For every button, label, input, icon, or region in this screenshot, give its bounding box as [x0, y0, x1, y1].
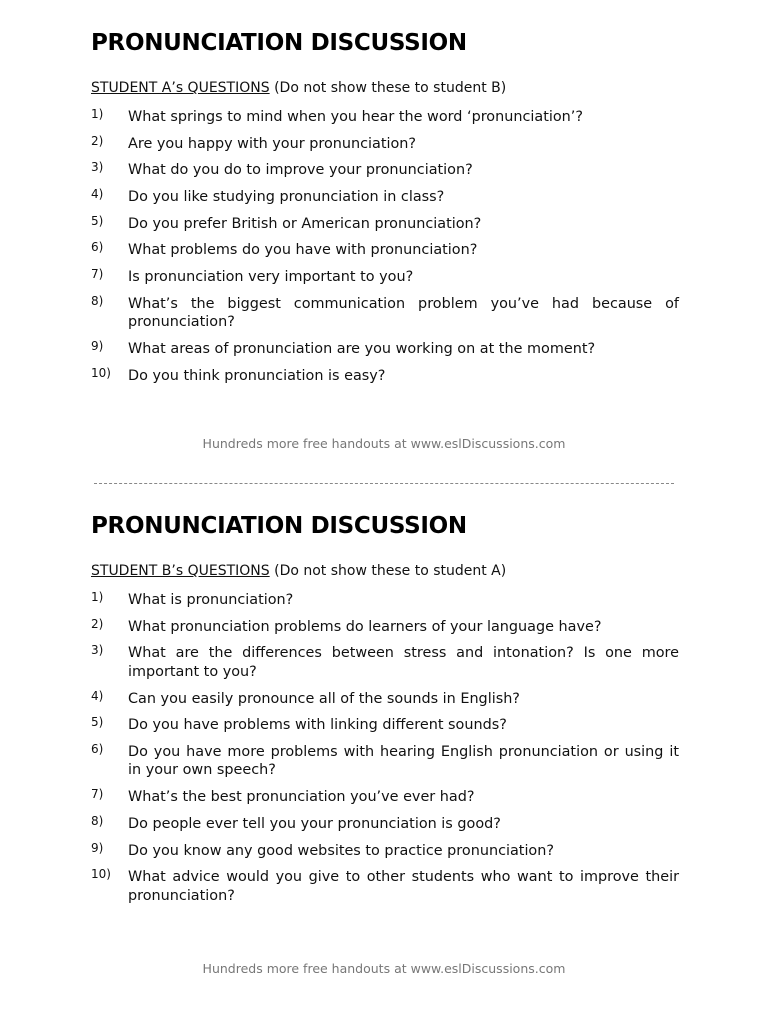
page-title: PRONUNCIATION DISCUSSION — [91, 30, 467, 56]
question-item — [91, 690, 679, 709]
question-number: 10) — [91, 365, 111, 380]
question-text: What advice would you give to other students who want to improve their pronunciation? — [128, 869, 679, 904]
question-text: What’s the best pronunciation you’ve ever had? — [128, 789, 475, 806]
question-number: 6) — [91, 741, 104, 756]
question-item — [91, 108, 679, 127]
question-number: 3) — [91, 160, 104, 175]
question-text: Can you easily pronounce all of the sounds in English? — [128, 690, 520, 707]
question-item — [91, 618, 679, 637]
question-text: Do you like studying pronunciation in class? — [128, 189, 445, 206]
question-text: Do people ever tell you your pronunciation is good? — [128, 815, 501, 832]
subheading-label: STUDENT A’s QUESTIONS — [91, 80, 270, 96]
question-number: 1) — [91, 590, 104, 604]
section-student-b — [91, 511, 679, 913]
question-number: 7) — [91, 267, 104, 282]
question-text: Do you think pronunciation is easy? — [128, 367, 386, 384]
question-number: 3) — [91, 643, 104, 658]
question-number: 2) — [91, 616, 104, 631]
page-title: PRONUNCIATION DISCUSSION — [91, 513, 467, 539]
cut-line-divider — [94, 483, 674, 484]
question-item — [91, 268, 679, 287]
section-subheading — [91, 561, 679, 581]
question-list — [91, 108, 679, 385]
question-number: 1) — [91, 107, 104, 121]
question-number: 7) — [91, 787, 104, 802]
question-item — [91, 295, 679, 332]
question-text: What problems do you have with pronunciation? — [128, 242, 478, 259]
question-number: 4) — [91, 187, 104, 202]
question-number: 5) — [91, 213, 104, 228]
question-item — [91, 241, 679, 260]
question-text: Do you have more problems with hearing English pronunciation or using it in your own speech? — [128, 743, 679, 779]
question-number: 8) — [91, 813, 104, 828]
question-text: What is pronunciation? — [128, 592, 294, 608]
question-text: Do you prefer British or American pronunciation? — [128, 215, 482, 232]
section-student-a — [91, 28, 679, 393]
question-text: What are the differences between stress and intonation? Is one more important to you? — [128, 645, 679, 680]
question-item — [91, 868, 679, 905]
question-item — [91, 716, 679, 735]
question-item — [91, 788, 679, 807]
question-text: Do you know any good websites to practice pronunciation? — [128, 842, 554, 859]
question-item — [91, 743, 679, 780]
question-number: 9) — [91, 339, 104, 353]
subheading-note: (Do not show these to student B) — [269, 80, 507, 96]
question-item — [91, 215, 679, 234]
question-item — [91, 644, 679, 681]
subheading-note: (Do not show these to student A) — [269, 563, 507, 579]
question-item — [91, 161, 679, 180]
section-subheading — [91, 78, 679, 98]
footer-credit: Hundreds more free handouts at www.eslDiscussions.com — [202, 961, 566, 976]
question-number: 4) — [91, 688, 104, 703]
question-number: 2) — [91, 133, 104, 148]
question-number: 8) — [91, 293, 104, 308]
subheading-label: STUDENT B’s QUESTIONS — [91, 563, 270, 579]
question-number: 10) — [91, 867, 111, 882]
question-item — [91, 815, 679, 834]
question-item — [91, 367, 679, 386]
question-text: What areas of pronunciation are you working on at the moment? — [128, 341, 596, 357]
question-number: 6) — [91, 240, 104, 255]
question-item — [91, 340, 679, 359]
question-item — [91, 842, 679, 861]
question-text: What springs to mind when you hear the word ‘pronunciation’? — [128, 109, 583, 125]
question-text: What pronunciation problems do learners of your language have? — [128, 618, 602, 635]
question-text: Are you happy with your pronunciation? — [128, 135, 417, 152]
question-number: 5) — [91, 715, 104, 730]
question-item — [91, 591, 679, 610]
question-number: 9) — [91, 840, 104, 855]
question-item — [91, 135, 679, 154]
question-list — [91, 591, 679, 905]
question-item — [91, 188, 679, 207]
question-text: What do you do to improve your pronunciation? — [128, 162, 473, 179]
question-text: Do you have problems with linking different sounds? — [128, 717, 507, 734]
question-text: Is pronunciation very important to you? — [128, 269, 414, 286]
question-text: What’s the biggest communication problem you’ve had because of pronunciation? — [128, 295, 679, 331]
footer-credit: Hundreds more free handouts at www.eslDiscussions.com — [202, 436, 566, 451]
